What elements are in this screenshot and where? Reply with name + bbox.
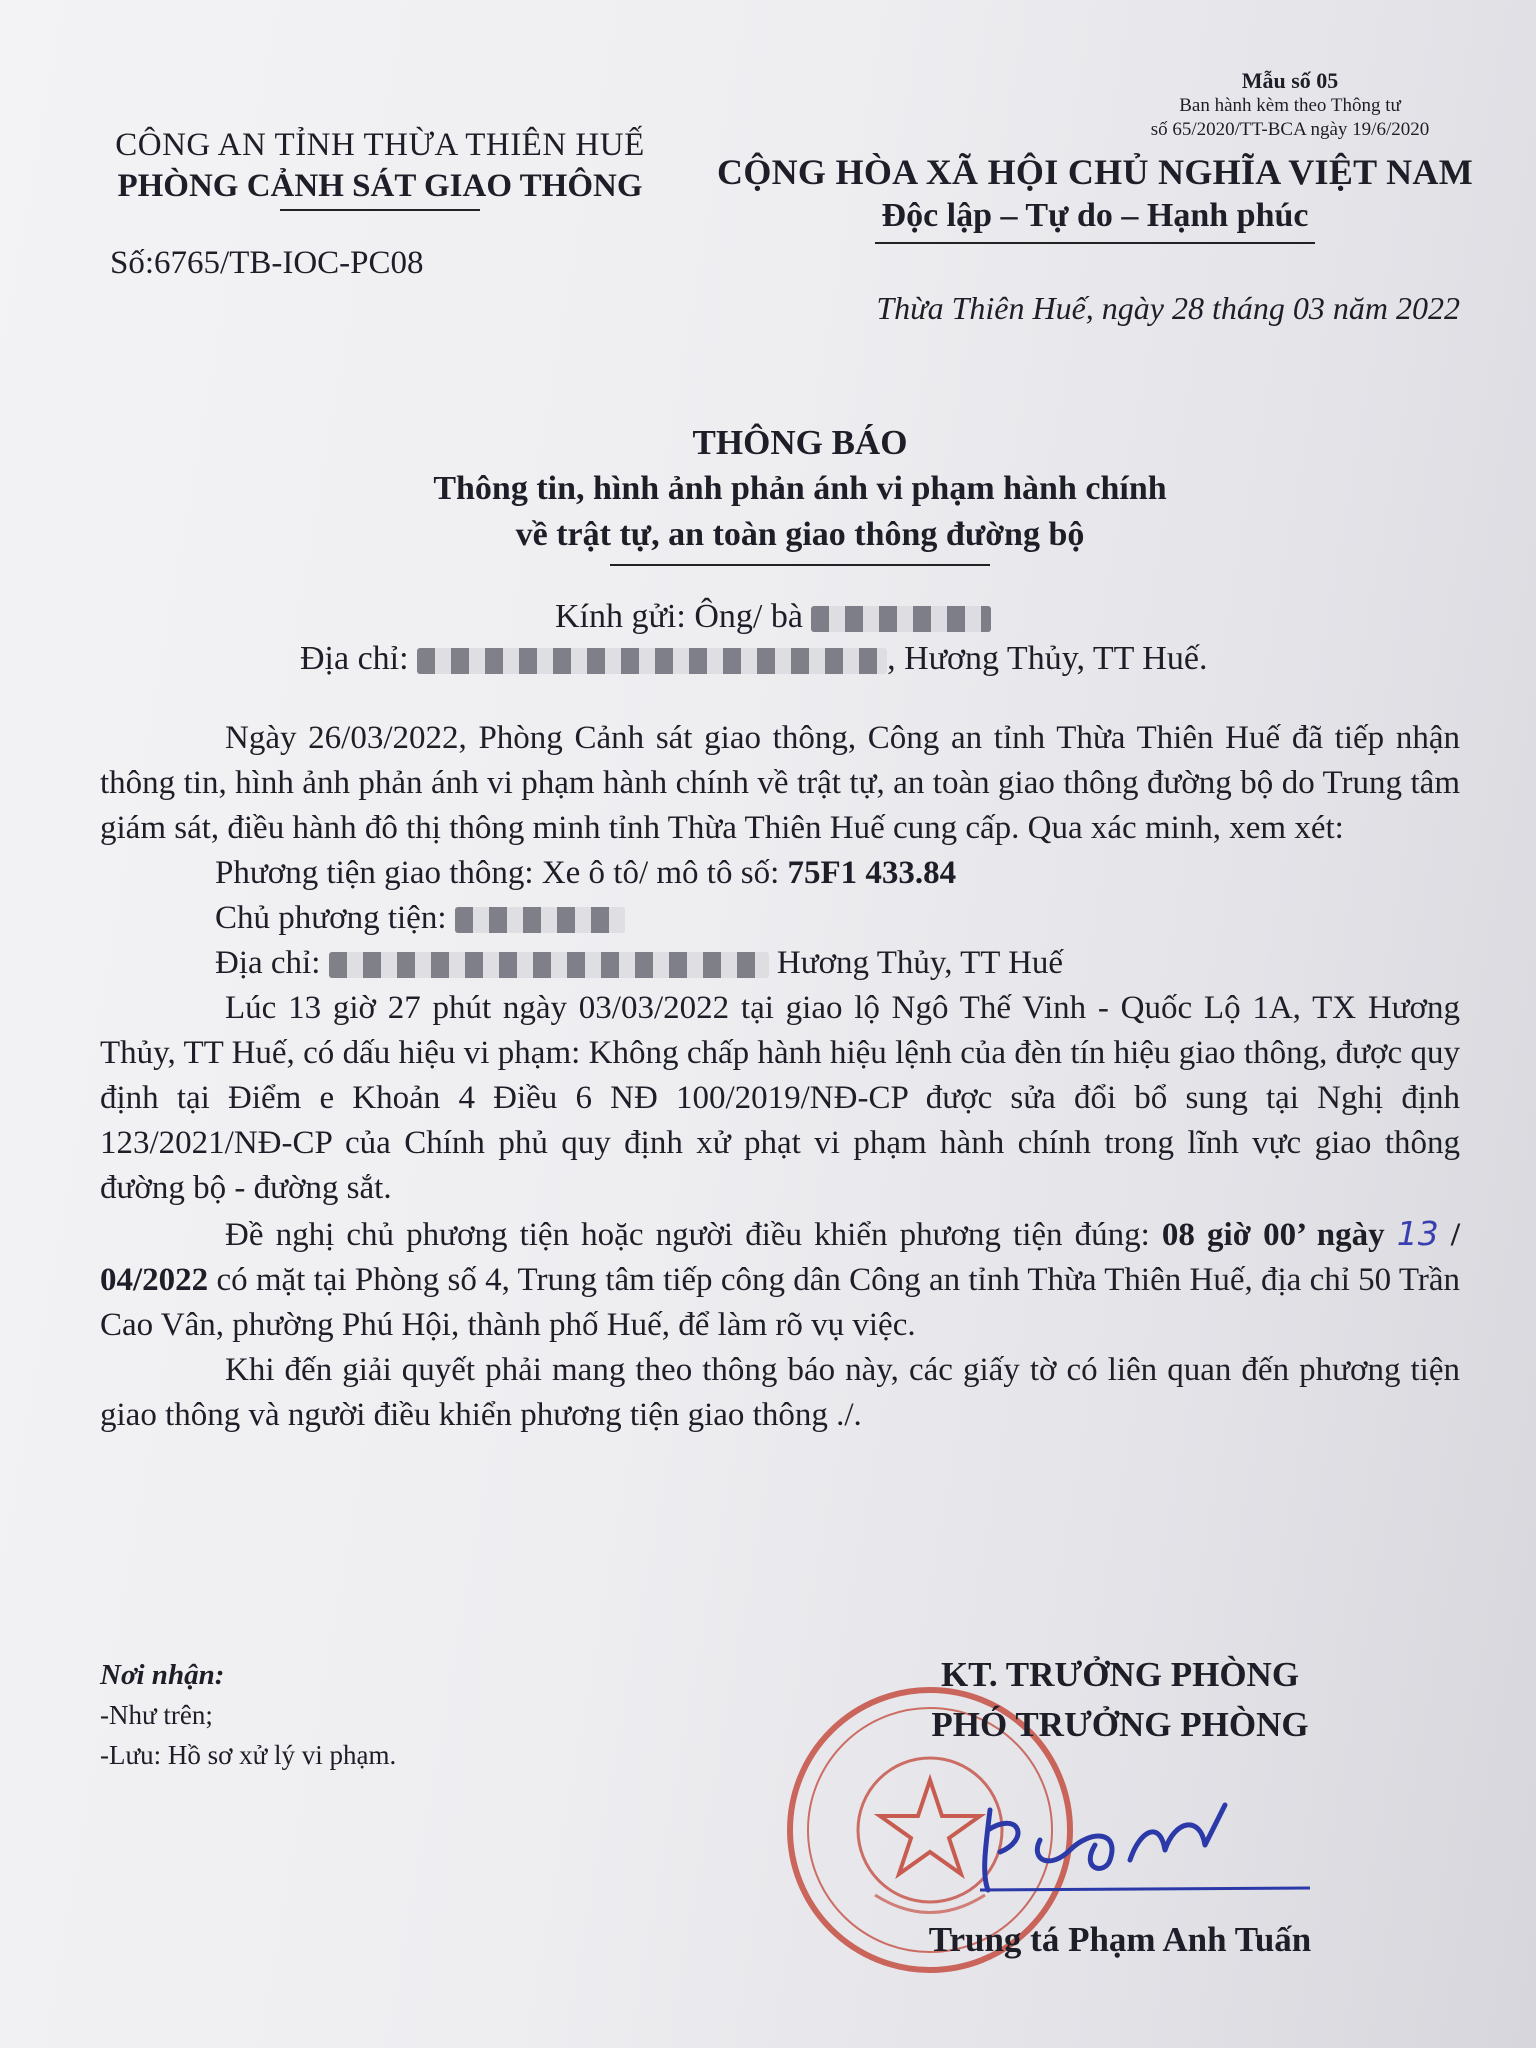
address-suffix: , Hương Thủy, TT Huế.	[887, 640, 1208, 677]
issuing-agency-block	[70, 125, 690, 282]
signature-block	[860, 1650, 1380, 1960]
redacted-address	[417, 648, 887, 674]
redacted-name	[811, 606, 991, 632]
signer-name: Trung tá Phạm Anh Tuấn	[928, 1920, 1312, 1959]
recipient-item: -Như trên;	[100, 1700, 213, 1730]
summons-text: Đề nghị chủ phương tiện hoặc người điều khiển phương tiện đúng:	[225, 1217, 1162, 1253]
vehicle-line	[100, 851, 1460, 896]
form-number-block	[1090, 68, 1490, 142]
divider	[280, 209, 480, 211]
owner-label: Chủ phương tiện:	[215, 900, 447, 936]
paragraph-requirements: Khi đến giải quyết phải mang theo thông báo này, các giấy tờ có liên quan đến phương tiện giao thông và người điều khiển phương tiện giao thông ./.	[100, 1352, 1460, 1433]
license-plate: 75F1 433.84	[787, 855, 957, 891]
redacted-owner	[455, 907, 625, 933]
issue-date: Thừa Thiên Huế, ngày 28 tháng 03 năm 2022	[876, 290, 1460, 326]
signer-role-1: KT. TRƯỞNG PHÒNG	[940, 1655, 1300, 1694]
recipient-address-line	[300, 640, 1300, 678]
redacted-owner-address	[329, 952, 769, 978]
owner-address-suffix: Hương Thủy, TT Huế	[776, 945, 1064, 981]
recipient-line	[555, 598, 991, 636]
department-name: PHÒNG CẢNH SÁT GIAO THÔNG	[117, 168, 643, 204]
signer-role-2: PHÓ TRƯỞNG PHÒNG	[931, 1705, 1309, 1744]
nation-name: CỘNG HÒA XÃ HỘI CHỦ NGHĨA VIỆT NAM	[717, 152, 1473, 192]
document-number: Số:6765/TB-IOC-PC08	[110, 245, 424, 281]
summons-date: / 04/2022	[100, 1217, 1461, 1298]
form-line-2: số 65/2020/TT-BCA ngày 19/6/2020	[1150, 119, 1430, 140]
document-subtitle-1: Thông tin, hình ảnh phản ánh vi phạm hành chính	[433, 470, 1167, 507]
greeting: Kính gửi: Ông/ bà	[555, 598, 803, 635]
paragraph-summons	[100, 1211, 1460, 1348]
paragraph-violation: Lúc 13 giờ 27 phút ngày 03/03/2022 tại giao lộ Ngô Thế Vinh - Quốc Lộ 1A, TX Hương Thủy, TT Huế, có dấu hiệu vi phạm: Không chấp hành hiệu lệnh của đèn tín hiệu giao thông, được quy định tại Điểm e Khoản 4 Điều 6 NĐ 100/2019/NĐ-CP được sửa đổi bổ sung tại Nghị định 123/2021/NĐ-CP của Chính phủ quy định xử phạt vi phạm hành chính trong lĩnh vực giao thông đường bộ - đường sắt.	[100, 990, 1460, 1206]
national-motto: Độc lập – Tự do – Hạnh phúc	[881, 197, 1309, 234]
address-label: Địa chỉ:	[300, 640, 409, 677]
recipient-item: -Lưu: Hồ sơ xử lý vi phạm.	[100, 1740, 397, 1770]
document-subtitle-2: về trật tự, an toàn giao thông đường bộ	[515, 516, 1085, 553]
document-title-block	[300, 420, 1300, 566]
divider	[610, 564, 990, 566]
recipients-list	[100, 1655, 396, 1775]
owner-address-line	[100, 941, 1460, 986]
form-label: Mẫu số 05	[1241, 68, 1339, 93]
summons-location: có mặt tại Phòng số 4, Trung tâm tiếp công dân Công an tỉnh Thừa Thiên Huế, địa chỉ 50 Trần Cao Vân, phường Phú Hội, thành phố Huế, để làm rõ vụ việc.	[100, 1262, 1460, 1343]
notice-body	[100, 716, 1460, 1438]
owner-line	[100, 896, 1460, 941]
paragraph-intro: Ngày 26/03/2022, Phòng Cảnh sát giao thông, Công an tỉnh Thừa Thiên Huế đã tiếp nhận thông tin, hình ảnh phản ánh vi phạm hành chính về trật tự, an toàn giao thông đường bộ do Trung tâm giám sát, điều hành đô thị thông minh tỉnh Thừa Thiên Huế cung cấp. Qua xác minh, xem xét:	[100, 720, 1460, 846]
owner-address-label: Địa chỉ:	[215, 945, 321, 981]
national-header	[700, 150, 1490, 244]
recipients-heading: Nơi nhận:	[100, 1659, 225, 1691]
document-title: THÔNG BÁO	[692, 423, 908, 462]
summons-time: 08 giờ 00’ ngày	[1161, 1217, 1385, 1253]
vehicle-label: Phương tiện giao thông: Xe ô tô/ mô tô số:	[215, 855, 788, 891]
agency-name: CÔNG AN TỈNH THỪA THIÊN HUẾ	[115, 127, 645, 163]
summons-day-handwritten: 13	[1396, 1214, 1439, 1253]
form-line-1: Ban hành kèm theo Thông tư	[1179, 95, 1401, 116]
divider	[875, 242, 1315, 244]
